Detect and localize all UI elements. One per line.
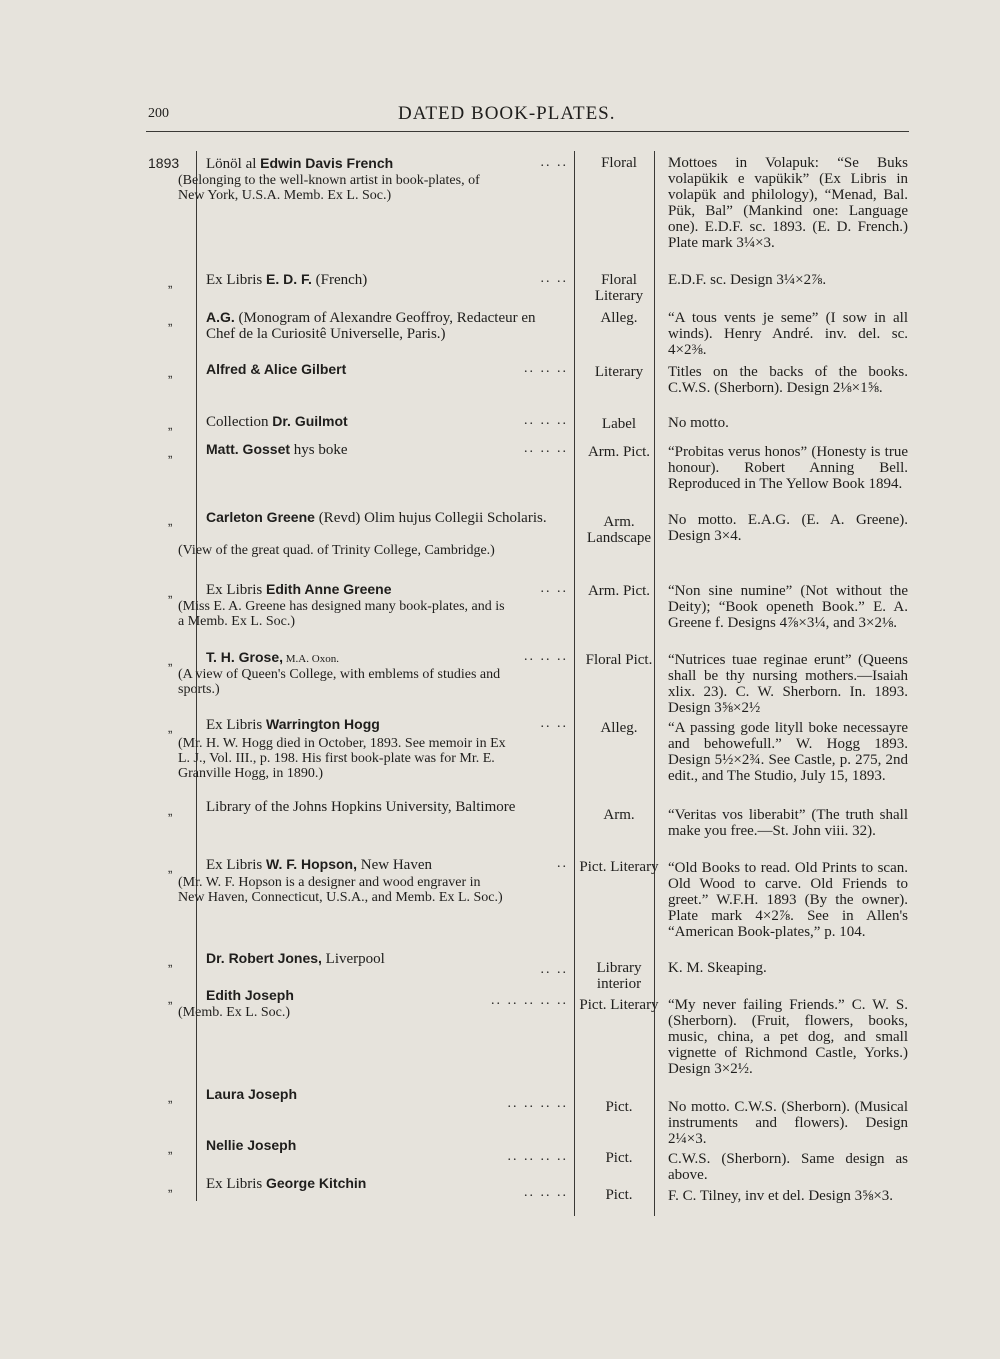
remark: K. M. Skeaping. [668,960,767,976]
owner-note: (Mr. W. F. Hopson is a designer and wood engraver in New Haven, Connecticut, U.S.A., and Memb. Ex L. Soc.) [178,875,503,905]
ditto-mark: „ [168,954,173,969]
remark: “Non sine numine” (Not without the Deity); “Book openeth Book.” E. A. Greene f. Designs 4⅞×3¼, and 3×2⅛. [668,583,908,631]
remark: Mottoes in Volapuk: “Se Buks volapükik e vapükik” (Ex Libris in volapük and philology), “Menad, Bal. Pük, Bal” (Mankind one: Language one). E.D.F. sc. 1893. (E. D. French.) Plate mark 3¼×3. [668,155,908,251]
style: Label [601,416,637,432]
owner-name: Carleton Greene (Revd) Olim hujus Collegii Scholaris. [206,509,547,526]
header-rule [146,131,909,132]
style: Alleg. [600,310,638,326]
remark: No motto. E.A.G. (E. A. Greene). Design 3×4. [668,512,908,544]
remark: “Old Books to read. Old Prints to scan. Old Wood to carve. Old Friends to greet.” W.F.H. 1893 (By the owner). Plate mark 4×2⅞. See in Allen's “American Book-plates,” p. 104. [668,860,908,940]
owner-name: Collection Dr. Guilmot .. .. .. [206,413,568,430]
owner-note: (Mr. H. W. Hogg died in October, 1893. See memoir in Ex L. J., Vol. III., p. 198. His first book-plate was for Mr. E. Granville Hogg, in 1890.) [178,736,506,781]
style: Pict. [605,1187,633,1203]
remark: Titles on the backs of the books. C.W.S. (Sherborn). Design 2⅛×1⅝. [668,364,908,396]
owner-note: (View of the great quad. of Trinity College, Cambridge.) [178,543,495,558]
owner-name: Alfred & Alice Gilbert .. .. .. [206,361,568,377]
remark: “My never failing Friends.” C. W. S. (Sherborn). (Fruit, flowers, books, music, china, a pet dog, and small vignette of Richmond Castle, Yorks.) Design 3×2½. [668,997,908,1077]
style: Pict. [605,1099,633,1115]
ditto-mark: „ [168,1141,173,1156]
owner-note: (Belonging to the well-known artist in book-plates, of New York, U.S.A. Memb. Ex L. Soc.) [178,173,480,203]
ditto-mark: „ [168,1090,173,1105]
owner-note: (Memb. Ex L. Soc.) [178,1005,290,1020]
ditto-mark: „ [168,653,173,668]
owner-name: Nellie Joseph .. .. .. .. [206,1137,568,1164]
owner-name: A.G. (Monogram of Alexandre Geoffroy, Redacteur en Chef de la Curiositê Universelle, Paris.) [206,309,536,342]
ditto-mark: „ [168,720,173,735]
ditto-mark: „ [168,860,173,875]
ditto-mark: „ [168,991,173,1006]
remark: F. C. Tilney, inv et del. Design 3⅝×3. [668,1188,894,1204]
remark: “Nutrices tuae reginae erunt” (Queens shall be thy nursing mothers.—Isaiah xlix. 23). C. W. Sherborn. In. 1893. Design 3⅝×2½ [668,652,908,716]
ditto-mark: „ [168,417,173,432]
owner-name: Laura Joseph .. .. .. .. [206,1086,568,1111]
style: Pict. Literary [579,997,659,1013]
ditto-mark: „ [168,275,173,290]
remark: “A tous vents je seme” (I sow in all winds). Henry André. inv. del. sc. 4×2⅜. [668,310,908,358]
remark: “Veritas vos liberabit” (The truth shall make you free.—St. John viii. 32). [668,807,908,839]
style: Library interior [596,960,642,992]
column-rule-middle [574,151,575,1216]
style: Pict. Literary [579,859,659,875]
style: Floral Pict. [585,652,653,668]
ditto-mark: „ [168,585,173,600]
style: Arm. Landscape [586,514,652,546]
owner-note: (Miss E. A. Greene has designed many book-plates, and is a Memb. Ex L. Soc.) [178,599,505,629]
remark: No motto. [668,415,729,431]
owner-name: Edith Joseph .. .. .. .. .. [206,987,568,1008]
style: Arm. Pict. [587,444,651,460]
style: Arm. Pict. [587,583,651,599]
remark: E.D.F. sc. Design 3¼×2⅞. [668,272,827,288]
ditto-mark: „ [168,803,173,818]
style: Floral [601,155,637,171]
owner-name: Ex Libris E. D. F. (French) .. .. [206,271,568,288]
owner-name: Ex Libris Warrington Hogg .. .. [206,716,568,733]
ditto-mark: „ [168,513,173,528]
ditto-mark: „ [168,1179,173,1194]
remark: “A passing gode lityll boke necessayre and behowefull.” W. Hogg 1893. Design 5½×2¾. See Castle, p. 275, 2nd edit., and The Studio, July 15, 1893. [668,720,908,784]
owner-name: T. H. Grose, M.A. Oxon. .. .. .. [206,649,568,665]
owner-note: (A view of Queen's College, with emblems of studies and sports.) [178,667,501,697]
ditto-mark: „ [168,445,173,460]
remark: No motto. C.W.S. (Sherborn). (Musical instruments and flowers). Design 2¼×3. [668,1099,908,1147]
owner-name: Library of the Johns Hopkins University, Baltimore [206,799,516,815]
style: Arm. [603,807,635,823]
owner-name: Dr. Robert Jones, Liverpool .. .. [206,950,568,977]
owner-name: Lönöl al Edwin Davis French .. .. [206,155,568,172]
style: Floral Literary [594,272,644,304]
owner-name: Matt. Gosset hys boke .. .. .. [206,441,568,458]
style: Pict. [605,1150,633,1166]
owner-name: Ex Libris Edith Anne Greene .. .. [206,581,568,598]
remark: “Probitas verus honos” (Honesty is true honour). Robert Anning Bell. Reproduced in The Yellow Book 1894. [668,444,908,492]
page-number: 200 [148,106,169,121]
running-title: DATED BOOK-PLATES. [398,103,616,124]
owner-name: Ex Libris W. F. Hopson, New Haven .. [206,856,568,873]
style: Alleg. [600,720,638,736]
ditto-mark: „ [168,365,173,380]
remark: C.W.S. (Sherborn). Same design as above. [668,1151,908,1183]
style: Literary [594,364,644,380]
ditto-mark: „ [168,313,173,328]
owner-name: Ex Libris George Kitchin .. .. .. [206,1175,568,1200]
year: 1893 [148,155,180,171]
